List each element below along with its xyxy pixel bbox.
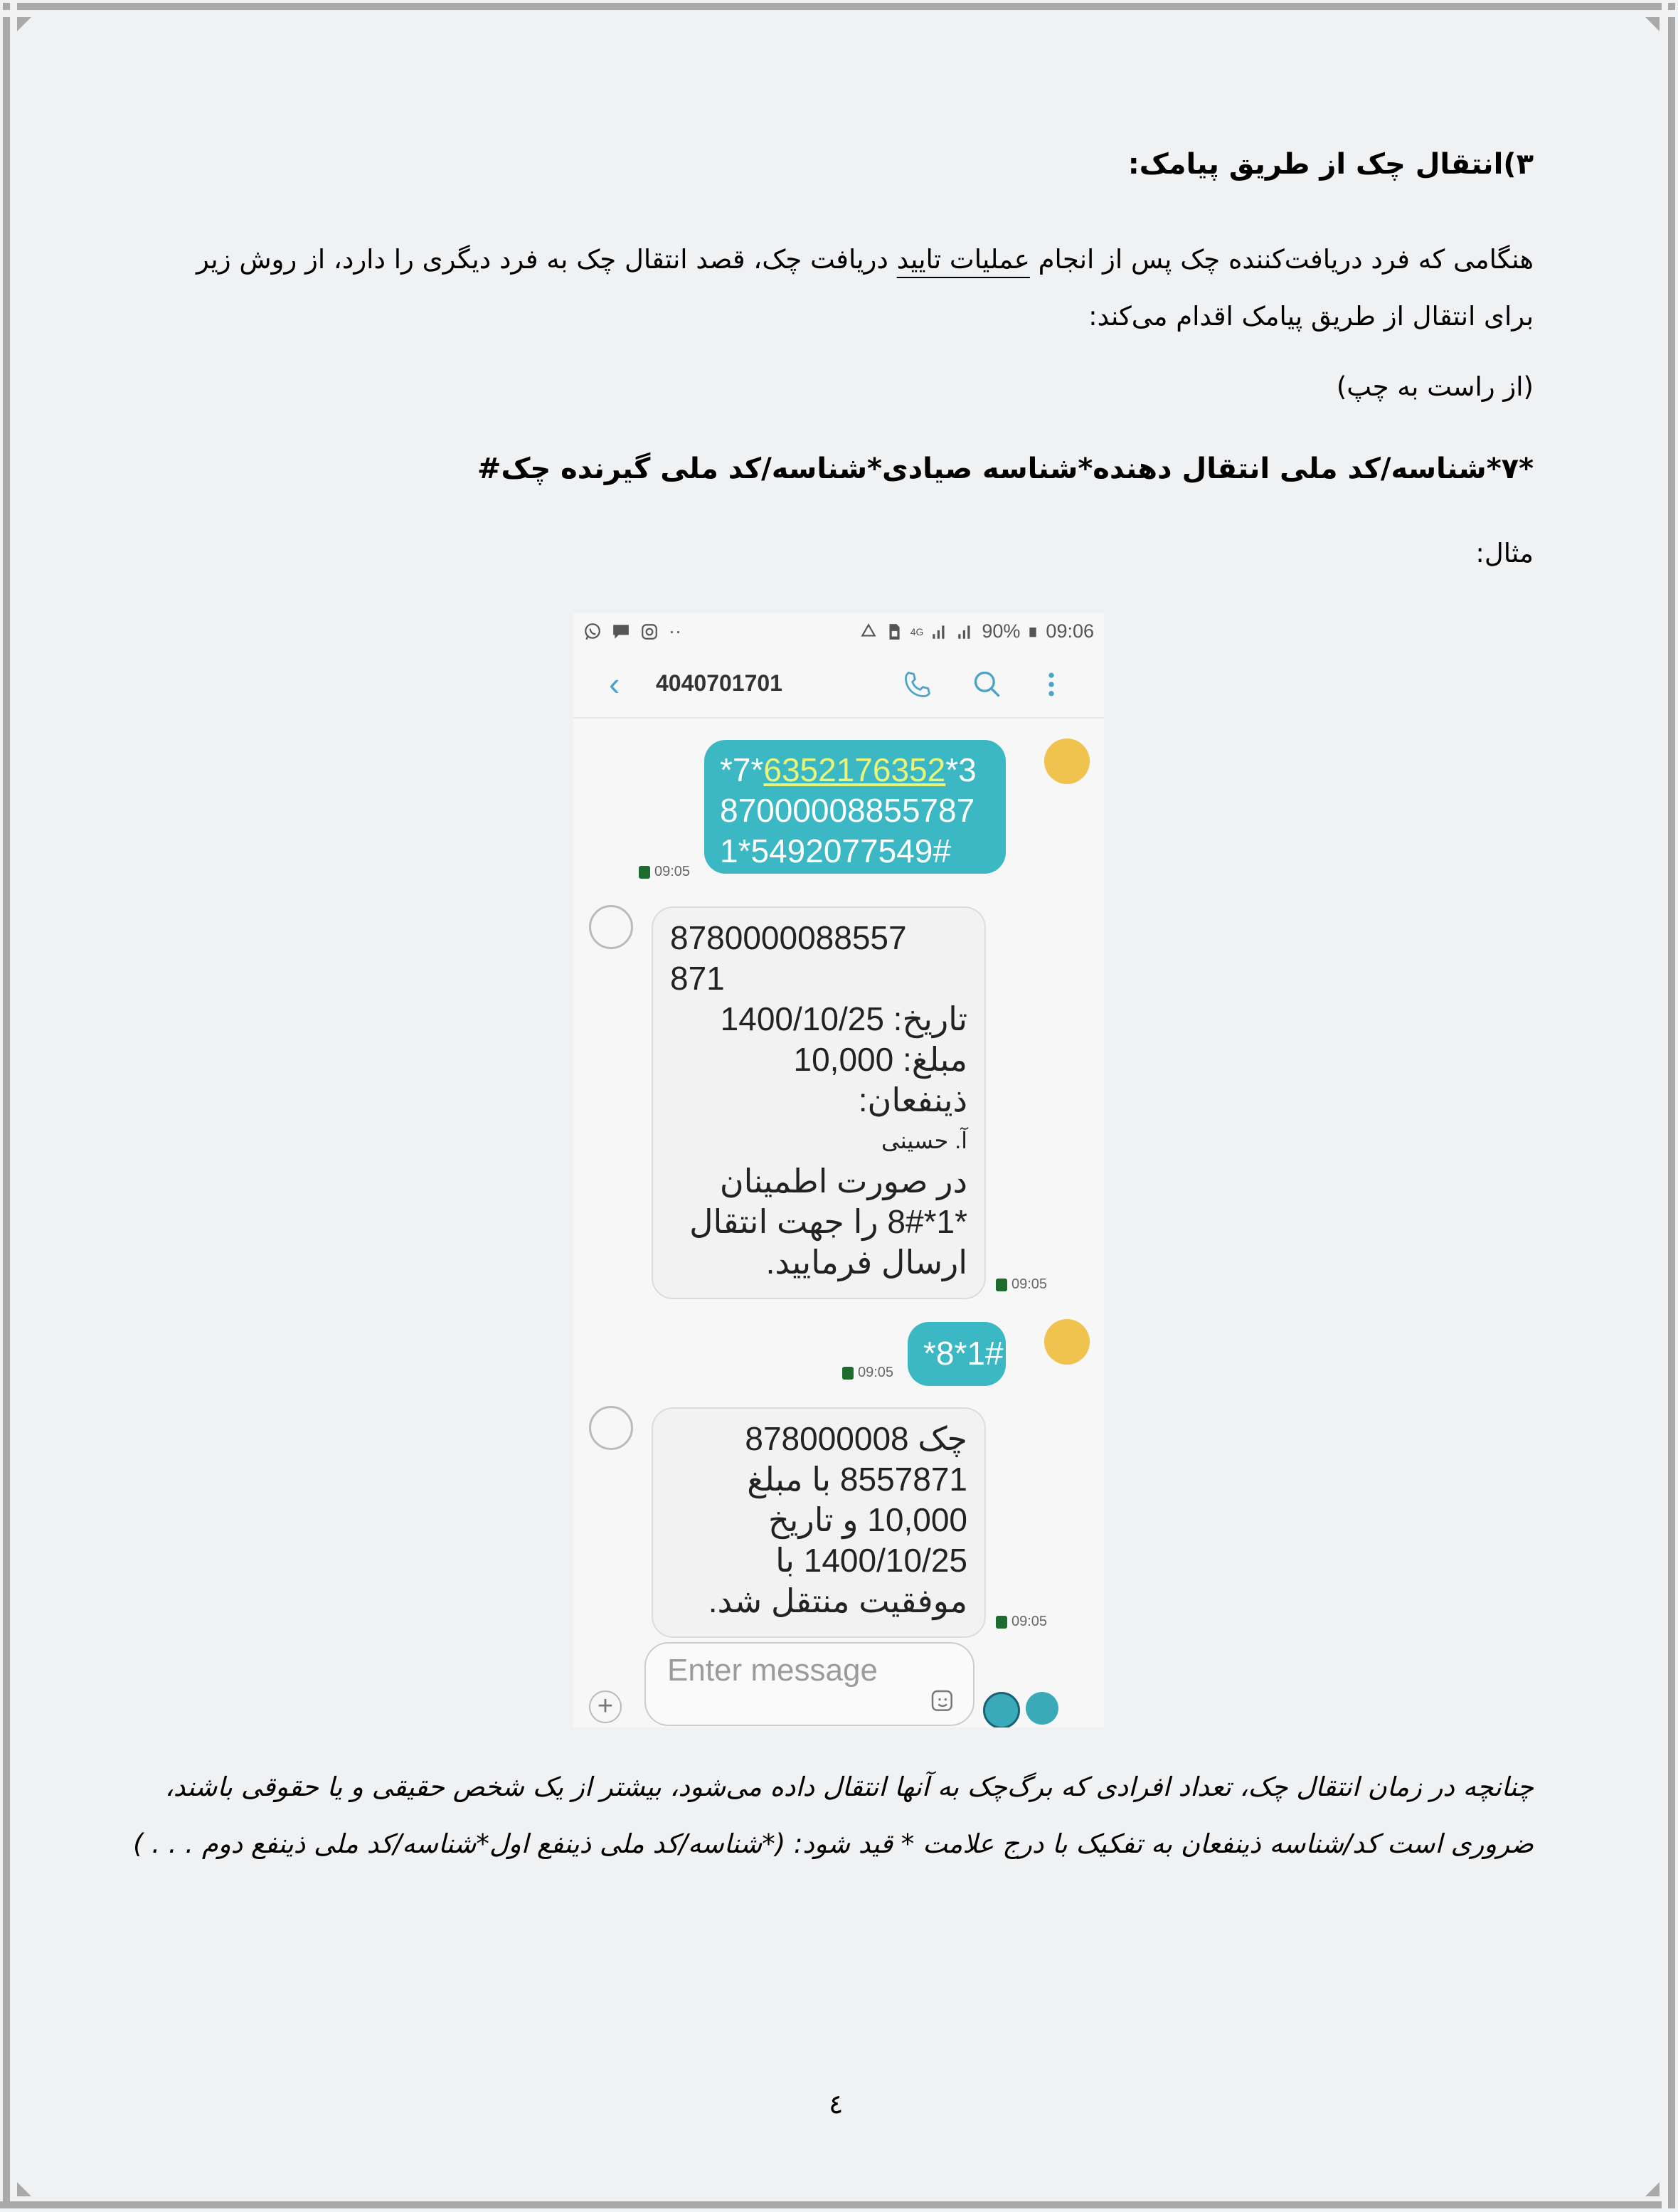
msg-text: در صورت اطمینان — [719, 1163, 967, 1200]
sms-screenshot — [573, 613, 1104, 1727]
phone-number-link[interactable]: 6352176352 — [763, 751, 946, 788]
back-icon[interactable]: ‹ — [609, 665, 620, 702]
phone-call-icon[interactable] — [902, 669, 933, 700]
attach-button[interactable]: + — [589, 1690, 622, 1723]
sim-call-icon — [842, 1367, 854, 1380]
more-options-icon[interactable] — [1036, 669, 1067, 700]
corner-triangle — [1645, 2182, 1660, 2196]
msg-text: آ. حسینی — [881, 1128, 967, 1153]
page-border-left — [3, 17, 10, 2201]
page-border-top — [17, 3, 1662, 10]
msg-text: ذینفعان: — [858, 1081, 967, 1118]
intro-paragraph — [157, 231, 1534, 345]
signal-icon — [956, 623, 975, 641]
example-label: مثال: — [1475, 538, 1534, 568]
network-type: 4G — [910, 625, 924, 637]
section-heading: ۳)انتقال چک از طریق پیامک: — [1127, 148, 1534, 181]
recycle-icon — [859, 623, 878, 641]
instagram-icon — [640, 623, 659, 641]
message-timestamp: 09:05 — [639, 864, 690, 880]
message-timestamp: 09:05 — [842, 1365, 893, 1381]
conversation-header — [573, 649, 1104, 719]
voice-send-sim2-button[interactable] — [1026, 1692, 1058, 1725]
status-bar — [573, 613, 1104, 649]
msg-text: *1*8# را جهت انتقال — [689, 1203, 967, 1240]
msg-text: *8*1# — [923, 1335, 1004, 1372]
msg-text: چک 878000008 — [745, 1420, 967, 1457]
corner-square — [1668, 2201, 1675, 2208]
contact-avatar — [589, 905, 633, 949]
received-message[interactable] — [652, 906, 986, 1299]
corner-triangle — [17, 2182, 31, 2196]
page-number: ٤ — [829, 2088, 844, 2120]
msg-text: 10,000 و تاریخ — [768, 1501, 967, 1538]
msg-text: 8780000088557 — [670, 919, 907, 956]
corner-square — [1668, 3, 1675, 10]
corner-square — [3, 3, 10, 10]
message-icon — [612, 623, 630, 641]
sim-call-icon — [996, 1616, 1007, 1629]
page-border-right — [1668, 17, 1675, 2201]
msg-text: 8557871 با مبلغ — [747, 1461, 967, 1498]
sticker-icon[interactable] — [929, 1688, 957, 1716]
msg-text: 871 — [670, 960, 725, 997]
sms-format-formula: *۷*شناسه/کد ملی انتقال دهنده*شناسه صیادی*شناسه/کد ملی گیرنده چک# — [477, 453, 1534, 485]
signal-icon — [930, 623, 949, 641]
message-input[interactable] — [644, 1642, 975, 1726]
sent-message[interactable] — [704, 740, 1006, 874]
contact-number: 4040701701 — [656, 670, 782, 696]
contact-avatar — [589, 1406, 633, 1450]
my-avatar — [1044, 1319, 1090, 1365]
intro-text-cont: دریافت چک، قصد انتقال چک به فرد دیگری را دارد، از روش زیر برای انتقال از طریق پیامک اقدام می‌کند: — [196, 244, 1534, 332]
message-placeholder: Enter message — [667, 1653, 878, 1688]
message-timestamp: 09:05 — [996, 1614, 1047, 1630]
multiple-beneficiaries-note: چنانچه در زمان انتقال چک، تعداد افرادی که برگ‌چک به آنها انتقال داده می‌شود، بیشتر از یک شخص حقیقی و یا حقوقی باشند، ضروری است کد/شناسه ذینفعان به تفکیک با درج علامت * قید شود: (*شناسه/کد ملی ذینفع اول*شناسه/کد ملی ذینفع دوم . . . ) — [133, 1772, 1534, 1859]
more-dots-icon: ·· — [669, 620, 681, 642]
received-message[interactable] — [652, 1407, 986, 1638]
msg-text: *3 — [945, 751, 977, 788]
sent-message[interactable] — [908, 1322, 1006, 1386]
message-timestamp: 09:05 — [996, 1276, 1047, 1293]
msg-text: مبلغ: 10,000 — [793, 1041, 967, 1078]
confirm-operations-link[interactable]: عملیات تایید — [896, 244, 1030, 275]
msg-text: 1*5492077549# — [720, 832, 951, 869]
search-icon[interactable] — [972, 669, 1003, 700]
sim-call-icon — [639, 866, 650, 879]
corner-triangle — [1645, 17, 1660, 31]
msg-text: 1400/10/25 با — [775, 1542, 967, 1579]
sim-call-icon — [996, 1279, 1007, 1291]
page-border-bottom — [0, 2201, 1662, 2208]
whatsapp-icon — [583, 623, 602, 641]
my-avatar — [1044, 739, 1090, 784]
direction-note: (از راست به چپ) — [1336, 371, 1534, 402]
msg-text: *7* — [720, 751, 764, 788]
battery-level: 90% — [982, 620, 1021, 642]
msg-text: تاریخ: 1400/10/25 — [720, 1000, 967, 1037]
msg-text: موفقیت منتقل شد. — [708, 1582, 967, 1619]
voice-send-sim1-button[interactable] — [983, 1692, 1020, 1727]
sim-icon — [885, 623, 903, 641]
intro-text: هنگامی که فرد دریافت‌کننده چک پس از انجام — [1029, 244, 1534, 275]
clock: 09:06 — [1046, 620, 1094, 642]
battery-icon — [1027, 623, 1039, 641]
msg-text: 87000008855787 — [720, 792, 975, 829]
msg-text: ارسال فرمایید. — [765, 1244, 967, 1281]
corner-triangle — [17, 17, 31, 31]
